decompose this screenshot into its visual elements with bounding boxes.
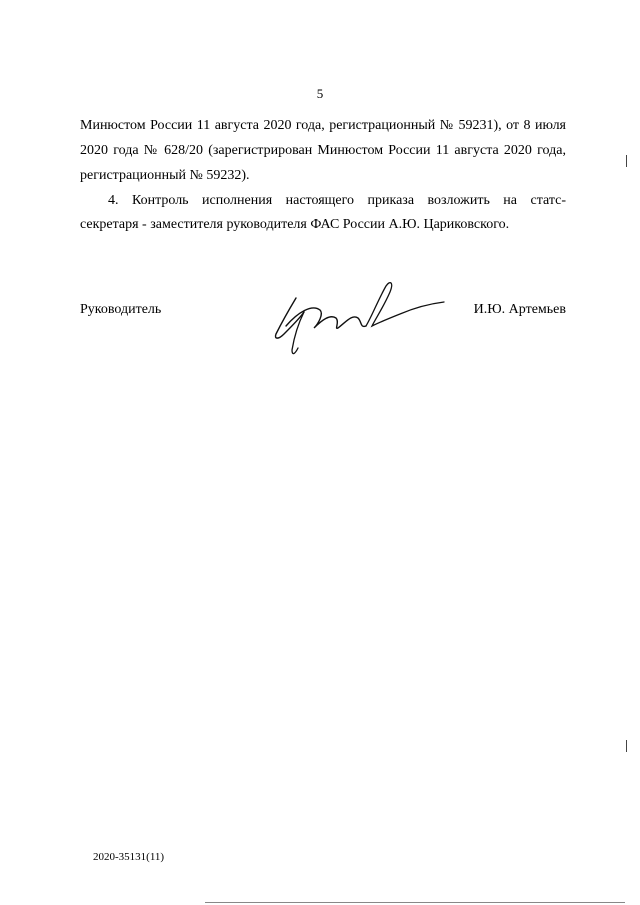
- signer-role: Руководитель: [80, 302, 162, 317]
- body-line-2: 2020 года № 628/20 (зарегистрирован Минюстом России 11 августа 2020 года,: [80, 143, 566, 158]
- scan-artifact: [626, 740, 627, 752]
- handwritten-signature: [268, 276, 448, 360]
- body-line-4: 4. Контроль исполнения настоящего приказа возложить на статс-: [108, 193, 566, 208]
- scan-artifact: [626, 155, 627, 167]
- body-line-1: Минюстом России 11 августа 2020 года, регистрационный № 59231), от 8 июля: [80, 118, 566, 133]
- body-line-5: секретаря - заместителя руководителя ФАС России А.Ю. Цариковского.: [80, 217, 510, 232]
- scan-artifact: [205, 902, 625, 903]
- signer-name: И.Ю. Артемьев: [473, 302, 566, 317]
- body-line-3: регистрационный № 59232).: [80, 168, 250, 183]
- document-code: 2020-35131(11): [93, 851, 165, 863]
- page-number: 5: [316, 86, 324, 101]
